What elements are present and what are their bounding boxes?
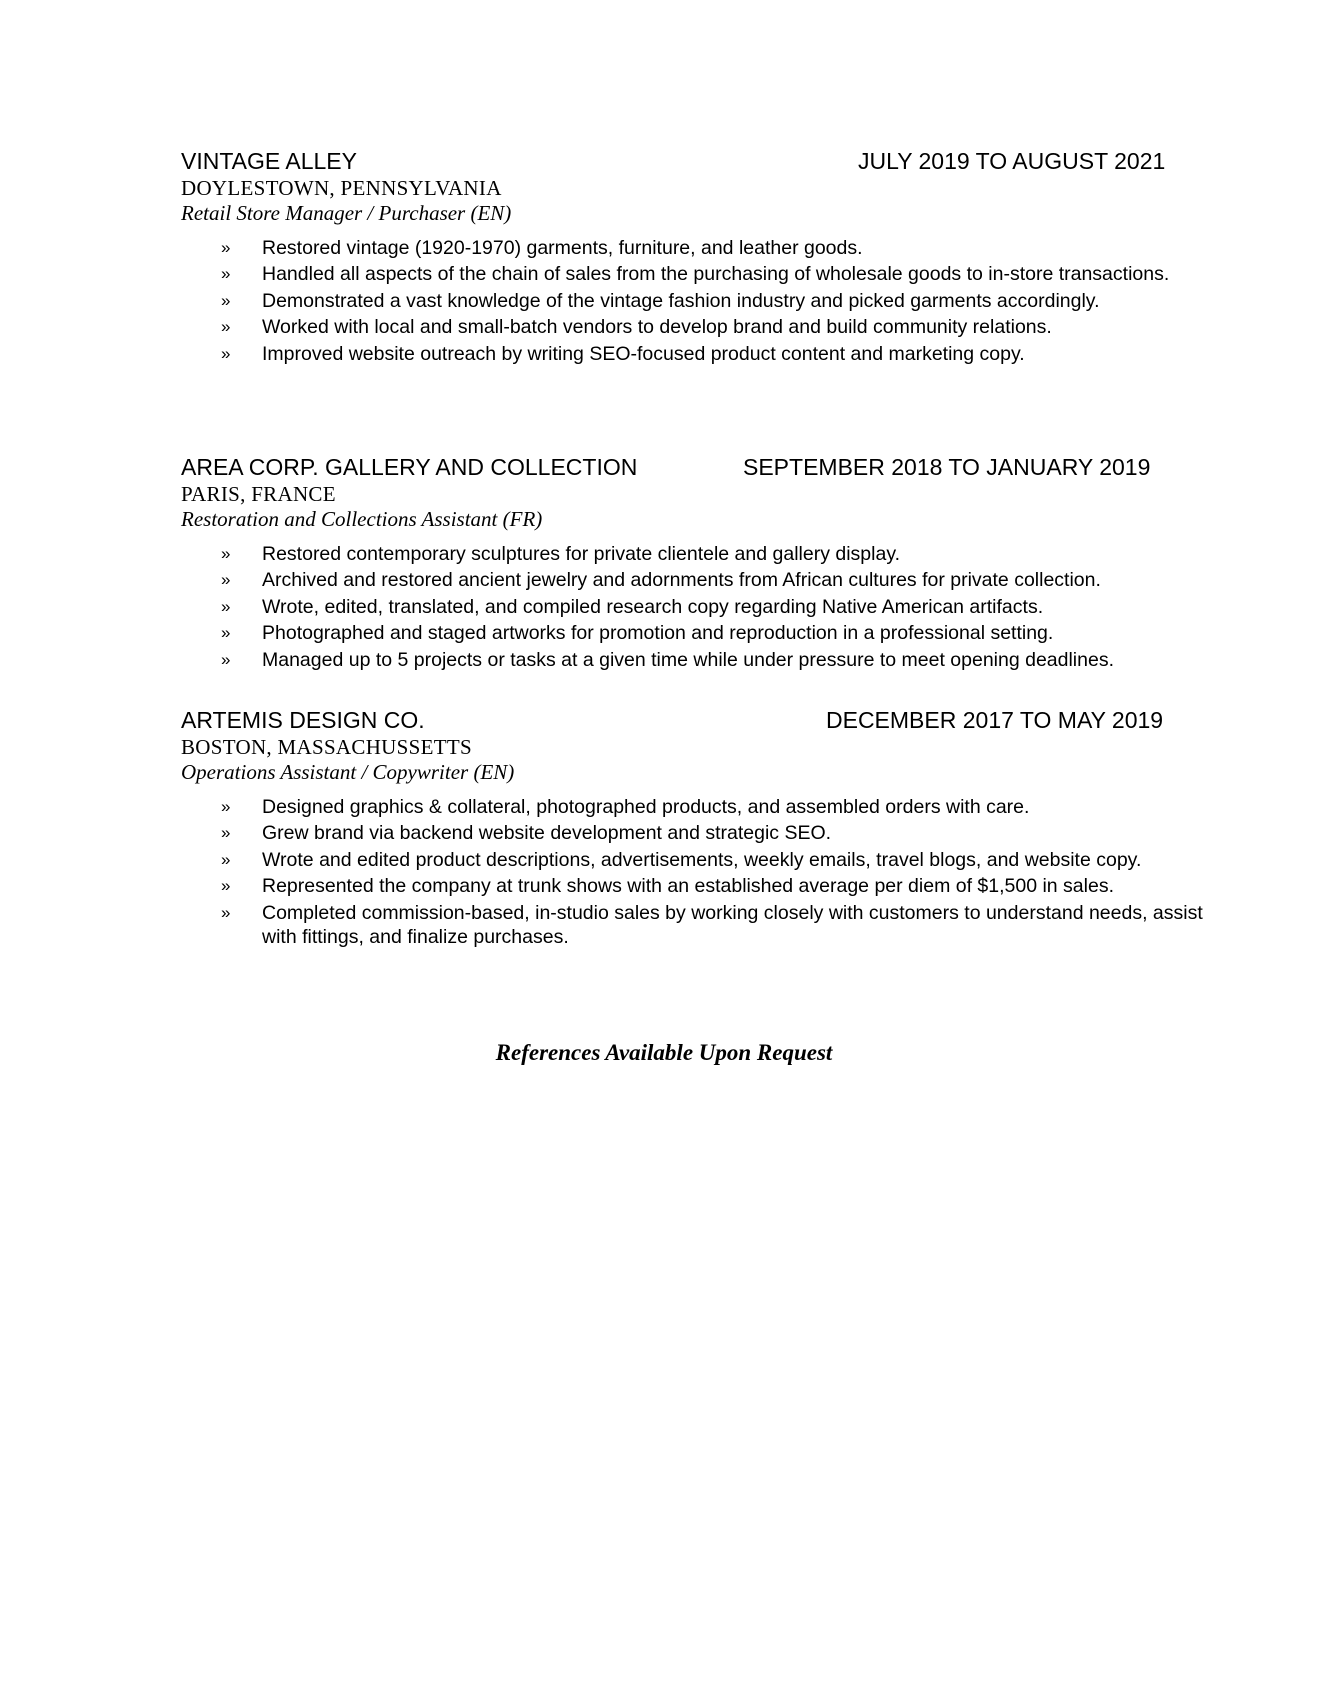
list-item: » Grew brand via backend website development and strategic SEO. <box>221 822 832 845</box>
list-item: » Restored contemporary sculptures for private clientele and gallery display. <box>221 543 901 565</box>
list-item: » Completed commission-based, in-studio sales by working closely with customers to understand needs, assist with fittings, and finalize purchases. <box>221 901 1203 948</box>
list-item: » Wrote, edited, translated, and compiled research copy regarding Native American artifacts. <box>221 595 1044 618</box>
bullet-marker: » <box>221 649 231 669</box>
list-item: » Handled all aspects of the chain of sales from the purchasing of wholesale goods to in-store transactions. <box>221 263 1170 286</box>
list-item: » Demonstrated a vast knowledge of the vintage fashion industry and picked garments accordingly. <box>221 289 1100 312</box>
list-item: » Represented the company at trunk shows with an established average per diem of $1,500 in sales. <box>221 875 1115 898</box>
job-location: DOYLESTOWN, PENNSYLVANIA <box>181 176 502 200</box>
job-vintage-alley <box>181 146 1221 368</box>
employment-dates: DECEMBER 2017 TO MAY 2019 <box>826 707 1164 733</box>
list-item: » Improved website outreach by writing SEO-focused product content and marketing copy. <box>221 342 1025 365</box>
bullet-marker: » <box>221 797 231 816</box>
bullet-marker: » <box>221 290 231 310</box>
bullet-marker: » <box>221 343 231 363</box>
bullet-marker: » <box>221 264 231 284</box>
job-header <box>181 705 1221 735</box>
bullet-list <box>181 236 1221 366</box>
bullet-marker: » <box>221 902 231 922</box>
list-item: » Worked with local and small-batch vendors to develop brand and build community relations. <box>221 316 1052 339</box>
job-location: BOSTON, MASSACHUSSETTS <box>181 735 472 759</box>
bullet-list <box>181 795 1221 949</box>
list-item: » Managed up to 5 projects or tasks at a given time while under pressure to meet opening deadlines. <box>221 648 1115 671</box>
job-header <box>181 146 1221 176</box>
company-name: VINTAGE ALLEY <box>181 148 357 174</box>
list-item: » Designed graphics & collateral, photographed products, and assembled orders with care. <box>221 796 1030 818</box>
list-item: » Restored vintage (1920-1970) garments, furniture, and leather goods. <box>221 237 863 259</box>
bullet-marker: » <box>221 623 231 643</box>
job-title: Retail Store Manager / Purchaser (EN) <box>181 201 512 225</box>
company-name: ARTEMIS DESIGN CO. <box>181 707 425 733</box>
bullet-marker: » <box>221 849 231 869</box>
job-title: Operations Assistant / Copywriter (EN) <box>181 760 515 784</box>
list-item: » Archived and restored ancient jewelry and adornments from African cultures for private collection. <box>221 569 1101 592</box>
bullet-list <box>181 542 1221 672</box>
bullet-marker: » <box>221 596 231 616</box>
job-area-corp <box>181 452 1221 674</box>
company-name: AREA CORP. GALLERY AND COLLECTION <box>181 454 638 480</box>
bullet-marker: » <box>221 238 231 257</box>
list-item: » Wrote and edited product descriptions, advertisements, weekly emails, travel blogs, and website copy. <box>221 848 1142 871</box>
bullet-marker: » <box>221 823 231 843</box>
bullet-marker: » <box>221 876 231 896</box>
job-title: Restoration and Collections Assistant (FR) <box>181 507 543 531</box>
job-location: PARIS, FRANCE <box>181 482 336 506</box>
bullet-marker: » <box>221 570 231 590</box>
list-item: » Photographed and staged artworks for promotion and reproduction in a professional setting. <box>221 622 1054 645</box>
references-note: References Available Upon Request <box>495 1040 833 1065</box>
bullet-marker: » <box>221 317 231 337</box>
employment-dates: SEPTEMBER 2018 TO JANUARY 2019 <box>743 454 1151 480</box>
job-header <box>181 452 1221 482</box>
job-artemis-design <box>181 705 1221 951</box>
bullet-marker: » <box>221 544 231 563</box>
employment-dates: JULY 2019 TO AUGUST 2021 <box>858 148 1166 174</box>
